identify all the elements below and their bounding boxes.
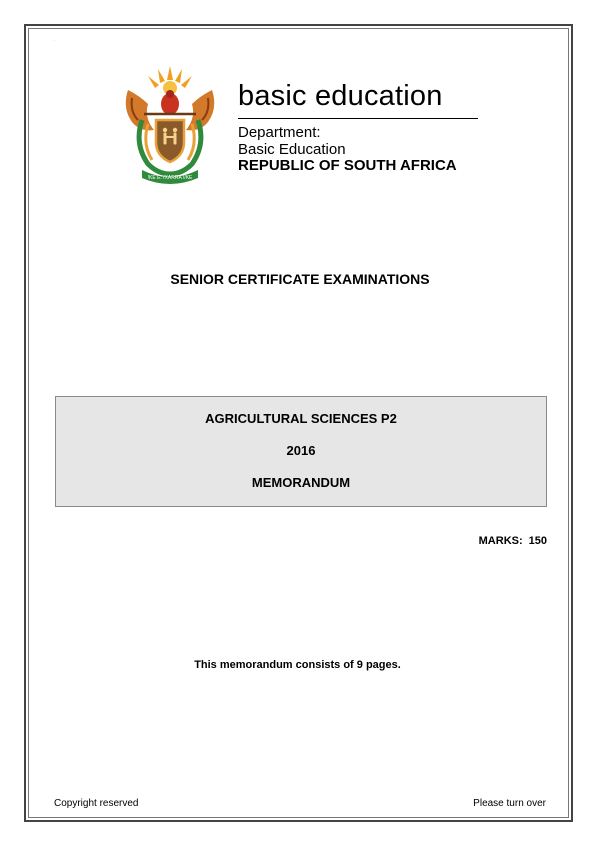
page-count-note: This memorandum consists of 9 pages. — [194, 659, 401, 671]
tiny-mark: · — [54, 38, 56, 43]
exam-year: 2016 — [286, 443, 316, 458]
country-name: REPUBLIC OF SOUTH AFRICA — [238, 157, 457, 174]
coat-of-arms-icon — [118, 60, 222, 188]
brand-divider — [238, 118, 478, 119]
department-name: Basic Education — [238, 141, 346, 158]
footer-turn-over: Please turn over — [473, 798, 546, 809]
document-type: MEMORANDUM — [251, 475, 351, 490]
brand-title: basic education — [238, 80, 443, 112]
subject-title: AGRICULTURAL SCIENCES P2 — [205, 411, 397, 426]
exam-heading: SENIOR CERTIFICATE EXAMINATIONS — [170, 271, 430, 287]
marks-total — [479, 535, 547, 547]
marks-value: 150 — [528, 535, 547, 547]
department-label: Department: — [238, 124, 321, 141]
marks-label: MARKS: — [478, 535, 523, 547]
motto-text: !KE E: /XARRA //KE — [147, 175, 193, 181]
shield — [156, 120, 184, 162]
footer-copyright: Copyright reserved — [54, 798, 139, 809]
title-box — [55, 396, 547, 507]
